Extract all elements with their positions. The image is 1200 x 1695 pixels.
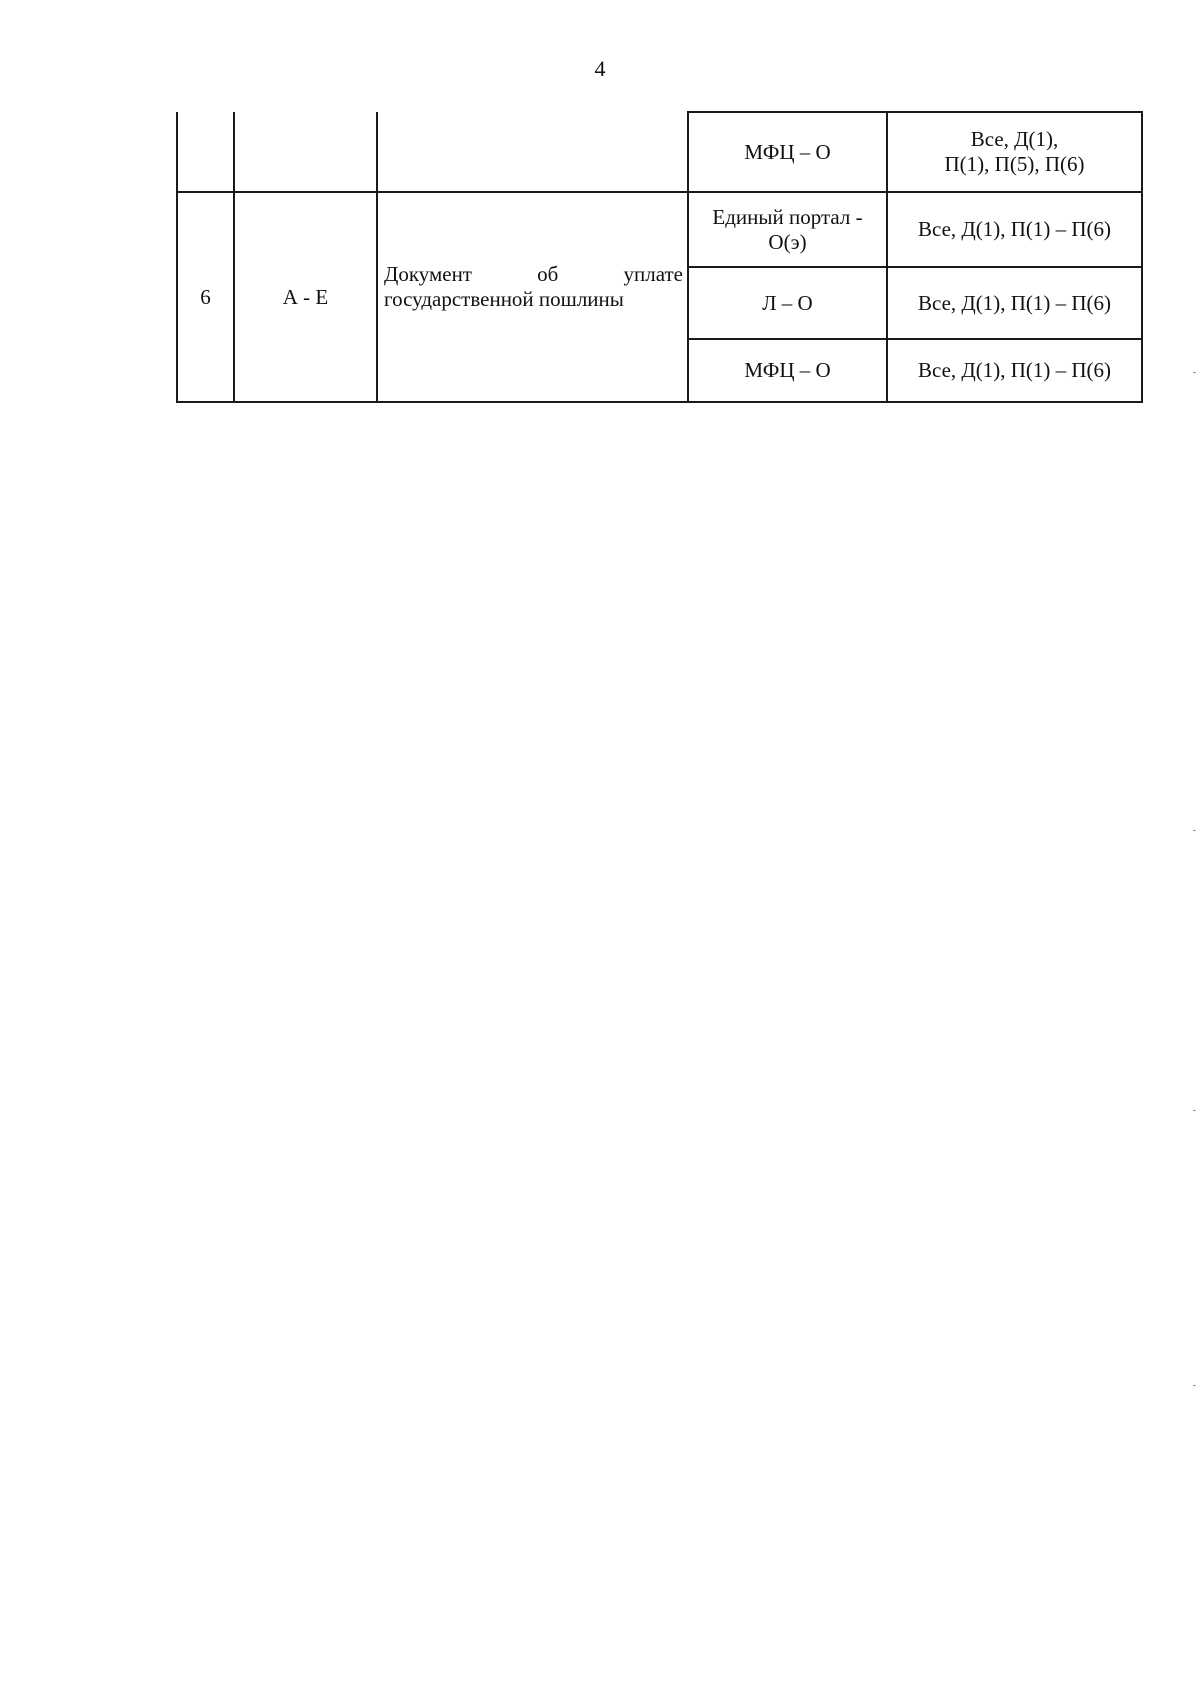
row-number: 6 <box>200 284 211 309</box>
page-number: 4 <box>594 56 606 81</box>
table-cell-row-number <box>178 193 233 401</box>
source-3-text: МФЦ – О <box>744 358 831 382</box>
source-1-line-1: Единый портал - <box>712 204 863 229</box>
document-word-2: об <box>537 262 559 286</box>
scan-edge-mark <box>1193 830 1196 831</box>
table-cell-source-2 <box>689 268 886 338</box>
table-cell-document <box>378 193 687 401</box>
table-cell-applicants-2 <box>888 268 1141 338</box>
applicants-2-text: Все, Д(1), П(1) – П(6) <box>917 290 1112 315</box>
document-line-2: государственной пошлины <box>384 287 624 311</box>
table-border-bottom <box>176 401 1143 403</box>
table-cell-source-3 <box>689 340 886 401</box>
source-text: МФЦ – О <box>744 139 831 164</box>
scan-edge-mark <box>1193 372 1196 373</box>
scan-edge-mark <box>1193 1110 1196 1111</box>
table-cell-categories <box>235 193 376 401</box>
table-cell-source-1 <box>689 193 886 266</box>
table-cell-applicants-1 <box>888 193 1141 266</box>
source-1-line-2: О(э) <box>768 229 807 254</box>
applicants-1-text: Все, Д(1), П(1) – П(6) <box>917 217 1112 241</box>
table-cell-applicants-continued <box>888 113 1141 191</box>
document-word-1: Документ <box>384 262 472 286</box>
applicants-3-text: Все, Д(1), П(1) – П(6) <box>917 358 1112 382</box>
categories-text: А - Е <box>282 284 329 309</box>
document-word-3: уплате <box>623 262 683 286</box>
applicants-line-2: П(1), П(5), П(6) <box>944 152 1085 176</box>
table-cell-applicants-3 <box>888 340 1141 401</box>
source-2-text: Л – О <box>762 290 813 315</box>
scan-edge-mark <box>1193 1385 1196 1386</box>
table-cell-source-continued <box>689 113 886 191</box>
table-border-right <box>1141 111 1143 403</box>
applicants-line-1: Все, Д(1), <box>970 127 1059 151</box>
